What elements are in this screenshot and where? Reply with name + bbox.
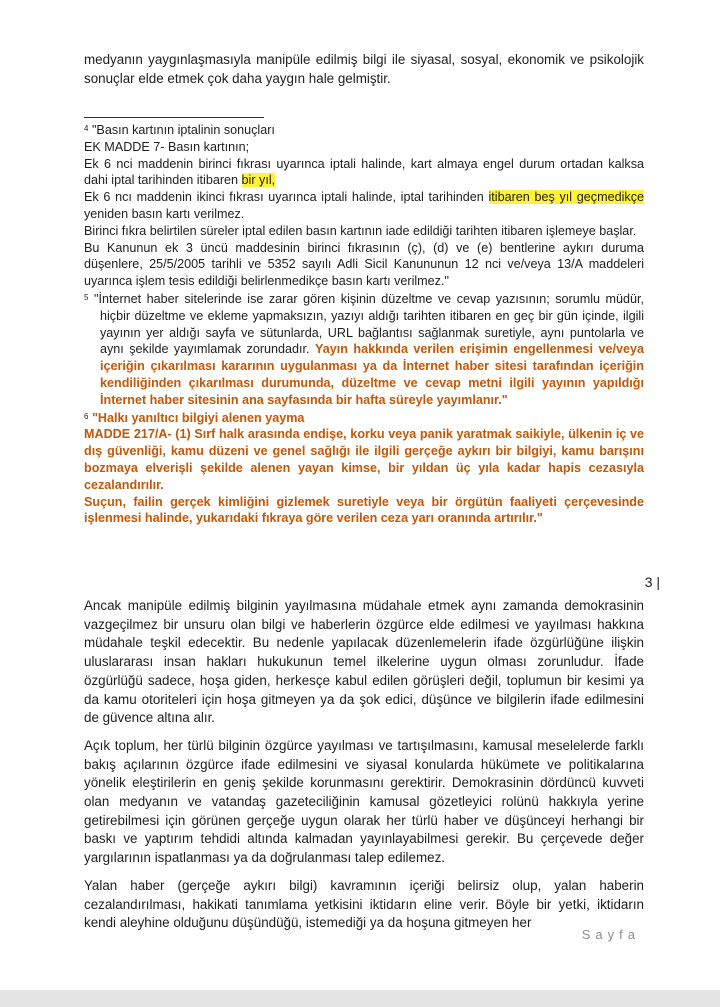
footnote-separator [84,117,264,118]
footnote-4-p1-text: Ek 6 nci maddenin birinci fıkrası uyarınca iptali halinde, kart almaya engel durum ortadan kalksa dahi iptal tarihinden itibaren [84,156,644,188]
footnote-5-text: "İnternet haber sitelerinde ise zarar gören kişinin düzeltme ve cevap yazısının; sorumlu müdür, hiçbir düzeltme ve ekleme yapmaksızın, yazıyı aldığı tarihten itibaren en geç bir gün içinde, ilgili yayının yer aldığı sayfa ve sütunlarda, URL bağlantısı sağlanmak suretiyle, aynı puntolarla ve aynı şekilde yayımlamak zorundadır. [93,291,644,357]
footnote-5-bold-text: Yayın hakkında verilen erişimin engellenmesi ve/veya içeriğin çıkarılması kararının uygulanması ya da İnternet haber sitesi tarafından içeriğin kendiliğinden çıkarılması durumunda, düzeltme ve cevap metni ilgili yayının yapıldığı İnternet haber sitesinin ana sayfasında bir hafta süreyle yayımlanır." [100,342,644,407]
footnote-6-heading-text: "Halkı yanıltıcı bilgiyi alenen yayma [91,410,305,425]
footnote-6-number: 6 [84,411,89,421]
footnote-4-p4: Bu Kanunun ek 3 üncü maddesinin birinci fıkrasının (ç), (d) ve (e) bentlerine aykırı duruma düşenlere, 25/5/2005 tarihli ve 5352 sayılı Adli Sicil Kanununun 12 nci ve/veya 13/A maddeleri uyarınca işlem tesis edildiği belirlenmedikçe basın kartı verilmez." [84,240,644,289]
body-paragraph-2: Açık toplum, her türlü bilginin özgürce yayılması ve tartışılmasını, kamusal meselelerde farklı bakış açılarının özgürce ifade edilmesini ve siyasal konularda hükümete ve politikalarına yönelik eleştirilerin en geniş şekilde korunmasını gerektirir. Demokrasinin dördüncü kuvveti olan medyanın ve vatandaş gazeteciliğinin kamusal gözetleyici rolünü hakkıyla yerine getirebilmesi için görünen gerçeğe uygun olarak her türlü haber ve düşünceyi herhangi bir baskı ve yaptırım tehdidi altında kalmadan yayınlayabilmesi gerekir. Bu çerçevede değer yargılarının ispatlanması ya da doğrulanması talep edilemez. [84,737,644,866]
footnote-4-p2-tail: yeniden basın kartı verilmez. [84,206,245,221]
highlight-bir-yil: bir yıl, [241,173,276,188]
footnote-4-p2-text: Ek 6 ncı maddenin ikinci fıkrası uyarınca iptali halinde, iptal tarihinden [84,190,489,205]
footnote-6-heading [84,409,644,427]
footnote-4-heading [84,121,644,139]
footnote-4-madde: EK MADDE 7- Basın kartının; [84,139,250,154]
highlight-bes-yil: itibaren beş yıl geçmedikçe [488,190,644,205]
footnotes [84,121,644,527]
footnote-6-p1: MADDE 217/A- (1) Sırf halk arasında endişe, korku veya panik yaratmak saikiyle, ülkenin iç ve dış güvenliği, kamu düzeni ve genel sağlığı ile ilgili gerçeğe aykırı bir bilgiyi, kamu barışını bozmaya elverişli şekilde alenen yayan kimse, bir yıldan üç yıla kadar hapis cezasıyla cezalandırılır. [84,427,644,492]
footnote-6-p2: Suçun, failin gerçek kimliğini gizlemek suretiyle veya bir örgütün faaliyeti çerçevesinde işlenmesi halinde, yukarıdaki fıkraya göre verilen ceza yarı oranında artırılır." [84,494,644,526]
footer-sayfa: Sayfa [581,927,640,942]
intro-paragraph: medyanın yaygınlaşmasıyla manipüle edilmiş bilgi ile siyasal, sosyal, ekonomik ve psikolojik sonuçlar elde etmek çok daha yaygın hale gelmiştir. [84,52,644,86]
footnote-5-number: 5 [84,292,89,302]
page-number: 3 | [644,574,660,590]
footnote-4-p3: Birinci fıkra belirtilen süreler iptal edilen basın kartının iade edildiği tarihten itibaren işlemeye başlar. [84,223,637,238]
footnote-4-number: 4 [84,124,89,133]
bottom-band [0,990,720,1007]
main-body [84,597,644,942]
footnote-4-p1 [84,156,644,190]
body-paragraph-1: Ancak manipüle edilmiş bilginin yayılmasına müdahale etmek aynı zamanda demokrasinin vazgeçilmez bir unsuru olan bilgi ve haberlerin özgürce elde edilmesi ve yayılması hakkına müdahale teşkil edecektir. Bu nedenle yapılacak düzenlemelerin ifade özgürlüğüne ilişkin uluslararası insan hakları hukukunun temel ilkelerine uygun olması zorunludur. İfade özgürlüğü sadece, hoşa giden, herkesçe kabul edilen görüşleri değil, toplumun bir kesimi ya da kamu otoriteleri için hoşa gitmeyen ya da şok edici, düşünce ve bilgilerin ifade edilmesini de güvence altına alır. [84,598,644,726]
footnote-5 [84,290,644,409]
footnote-4-p2 [84,189,644,223]
body-paragraph-3: Yalan haber (gerçeğe aykırı bilgi) kavramının içeriği belirsiz olup, yalan haberin cezalandırılması, hakikati tanımlama yetkisini iktidarın eline verir. Böyle bir yetki, iktidarın kendi aleyhine olduğunu düşündüğü, istemediği ya da hoşuna gitmeyen her [84,877,644,931]
footnote-4-heading-text: "Basın kartının iptalinin sonuçları [91,123,275,137]
